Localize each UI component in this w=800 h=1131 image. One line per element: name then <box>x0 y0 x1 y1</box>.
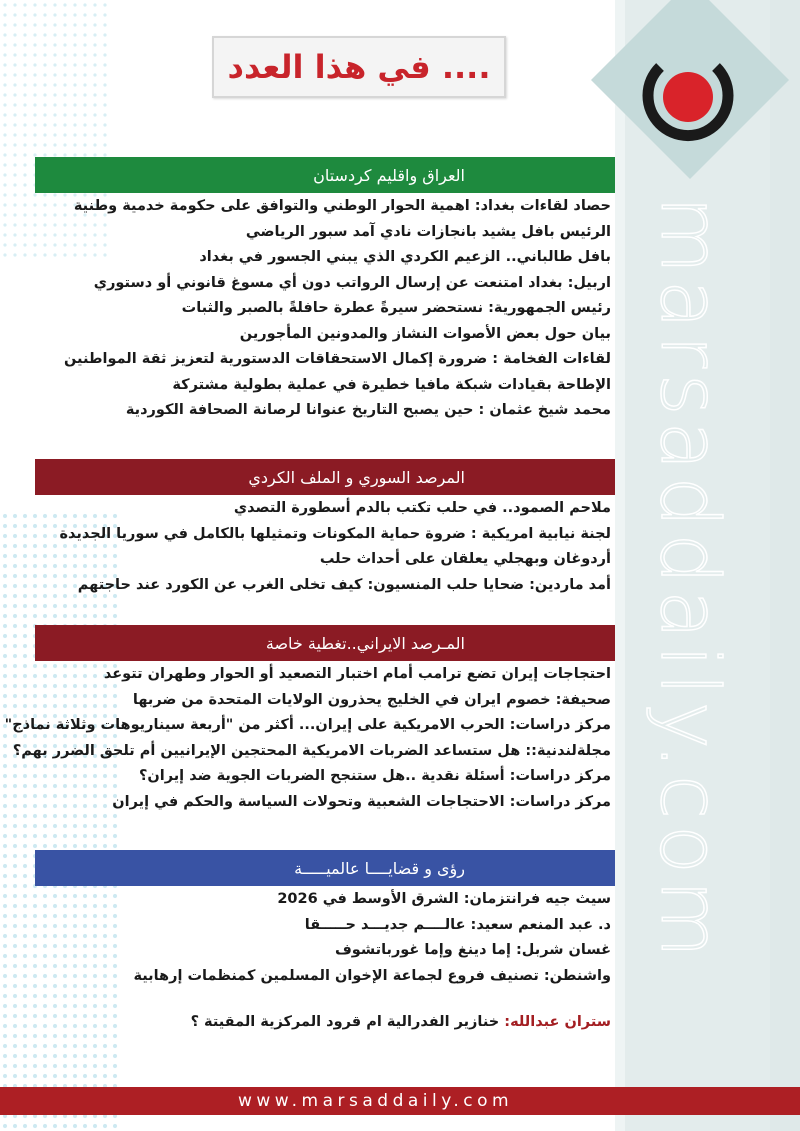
article-item[interactable]: محمد شيخ عثمان : حين يصبح التاريخ عنوانا لرصانة الصحافة الكوردية <box>125 402 611 418</box>
section-header <box>35 850 615 886</box>
side-panel-stripe <box>615 0 625 1131</box>
article-item[interactable]: رئيس الجمهورية: نستحضر سيرةً عطرة حافلةً بالصبر والثبات <box>181 300 611 316</box>
article-item[interactable]: سيث جيه فرانتزمان: الشرق الأوسط في 2026 <box>277 891 611 907</box>
featured-author-article[interactable] <box>35 1014 615 1030</box>
section-header <box>35 625 615 661</box>
article-list <box>35 887 615 989</box>
section-syria-kurdish <box>35 459 615 598</box>
article-item[interactable]: لقاءات الفخامة : ضرورة إكمال الاستحقاقات الدستورية لتعزيز ثقة المواطنين <box>63 351 611 367</box>
article-item[interactable]: اربيل: بغداد امتنعت عن إرسال الرواتب دون أي مسوغ قانوني أو دستوري <box>93 274 611 291</box>
article-item[interactable]: واشنطن: تصنيف فروع لجماعة الإخوان المسلمين كمنظمات إرهابية <box>133 967 611 984</box>
author-article-title: خنازير الفدرالية ام قرود المركزية المقيتة ؟ <box>190 1014 505 1030</box>
article-item[interactable]: الرئيس بافل يشيد بانجازات نادي آمد سبور الرياضي <box>245 223 611 240</box>
section-title: رؤى و قضايــــا عالميـــــة <box>294 858 465 878</box>
article-item[interactable]: أردوغان وبهجلي يعلقان على أحداث حلب <box>319 551 611 567</box>
section-iran-coverage <box>4 625 615 815</box>
article-item[interactable]: حصاد لقاءات بغداد: اهمية الحوار الوطني والتوافق على حكومة خدمية وطنية <box>73 198 611 214</box>
section-header <box>35 459 615 495</box>
section-title: المـرصد الايراني..تغطية خاصة <box>265 633 465 653</box>
issue-title-box <box>212 36 506 98</box>
footer-site-url[interactable]: www.marsaddaily.com <box>238 1091 514 1111</box>
article-item[interactable]: مركز دراسات: الحرب الامريكية على إيران... أكثر من "أربعة سيناريوهات وثلاثة نماذج" <box>4 717 611 733</box>
marsad-logo-icon <box>638 45 738 155</box>
section-title: العراق واقليم كردستان <box>313 165 465 185</box>
side-panel-edge <box>770 0 800 1131</box>
vertical-site-watermark: marsaddaily.com <box>643 196 736 964</box>
article-item[interactable]: احتجاجات إيران تضع ترامب أمام اختبار التصعيد أو الحوار وطهران تتوعد <box>103 666 611 682</box>
article-item[interactable]: بيان حول بعض الأصوات النشاز والمدونين المأجورين <box>239 325 611 342</box>
article-item[interactable]: الإطاحة بقيادات شبكة مافيا خطيرة في عملية بطولية مشتركة <box>172 376 611 393</box>
article-item[interactable]: مركز دراسات: الاحتجاجات الشعبية وتحولات السياسة والحكم في إيران <box>112 793 611 810</box>
author-name: ستران عبدالله: <box>504 1014 611 1030</box>
article-item[interactable]: لجنة نيابية امريكية : ضروة حماية المكونات وتمثيلها بالكامل في سوريا الجديدة <box>59 525 611 542</box>
section-title: المرصد السوري و الملف الكردي <box>248 467 465 487</box>
article-item[interactable]: مجلةلندنية:: هل ستساعد الضربات الامريكية المحتجين الإيرانيين أم تلحق الضرر بهم؟ <box>12 742 611 759</box>
article-list <box>35 496 615 598</box>
article-item[interactable]: بافل طالباني.. الزعيم الكردي الذي يبني الجسور في بغداد <box>199 249 611 265</box>
article-list <box>4 662 615 815</box>
article-item[interactable]: صحيفة: خصوم ايران في الخليج يحذرون الولايات المتحدة من ضربها <box>132 691 611 708</box>
issue-title: في هذا العدد .... <box>227 48 491 86</box>
halftone-decoration-bottom <box>0 511 120 1131</box>
logo-dot <box>663 72 713 122</box>
article-item[interactable]: مركز دراسات: أسئلة نقدية ..هل ستنجح الضربات الجوية ضد إيران؟ <box>138 768 611 784</box>
section-iraq-kurdistan <box>35 157 615 424</box>
article-item[interactable]: د. عبد المنعم سعيد: عالــــم جديـــد حـــــقا <box>304 916 611 933</box>
article-list <box>35 194 615 424</box>
article-item[interactable]: أمد ماردين: ضحايا حلب المنسيون: كيف تخلى الغرب عن الكورد عند حاجتهم <box>77 576 611 593</box>
footer-bar <box>0 1087 800 1115</box>
section-global-views <box>35 850 615 989</box>
article-item[interactable]: ملاحم الصمود.. في حلب تكتب بالدم أسطورة التصدي <box>233 500 611 516</box>
article-item[interactable]: غسان شربل: إما دينغ وإما غورباتشوف <box>334 942 611 958</box>
section-header <box>35 157 615 193</box>
